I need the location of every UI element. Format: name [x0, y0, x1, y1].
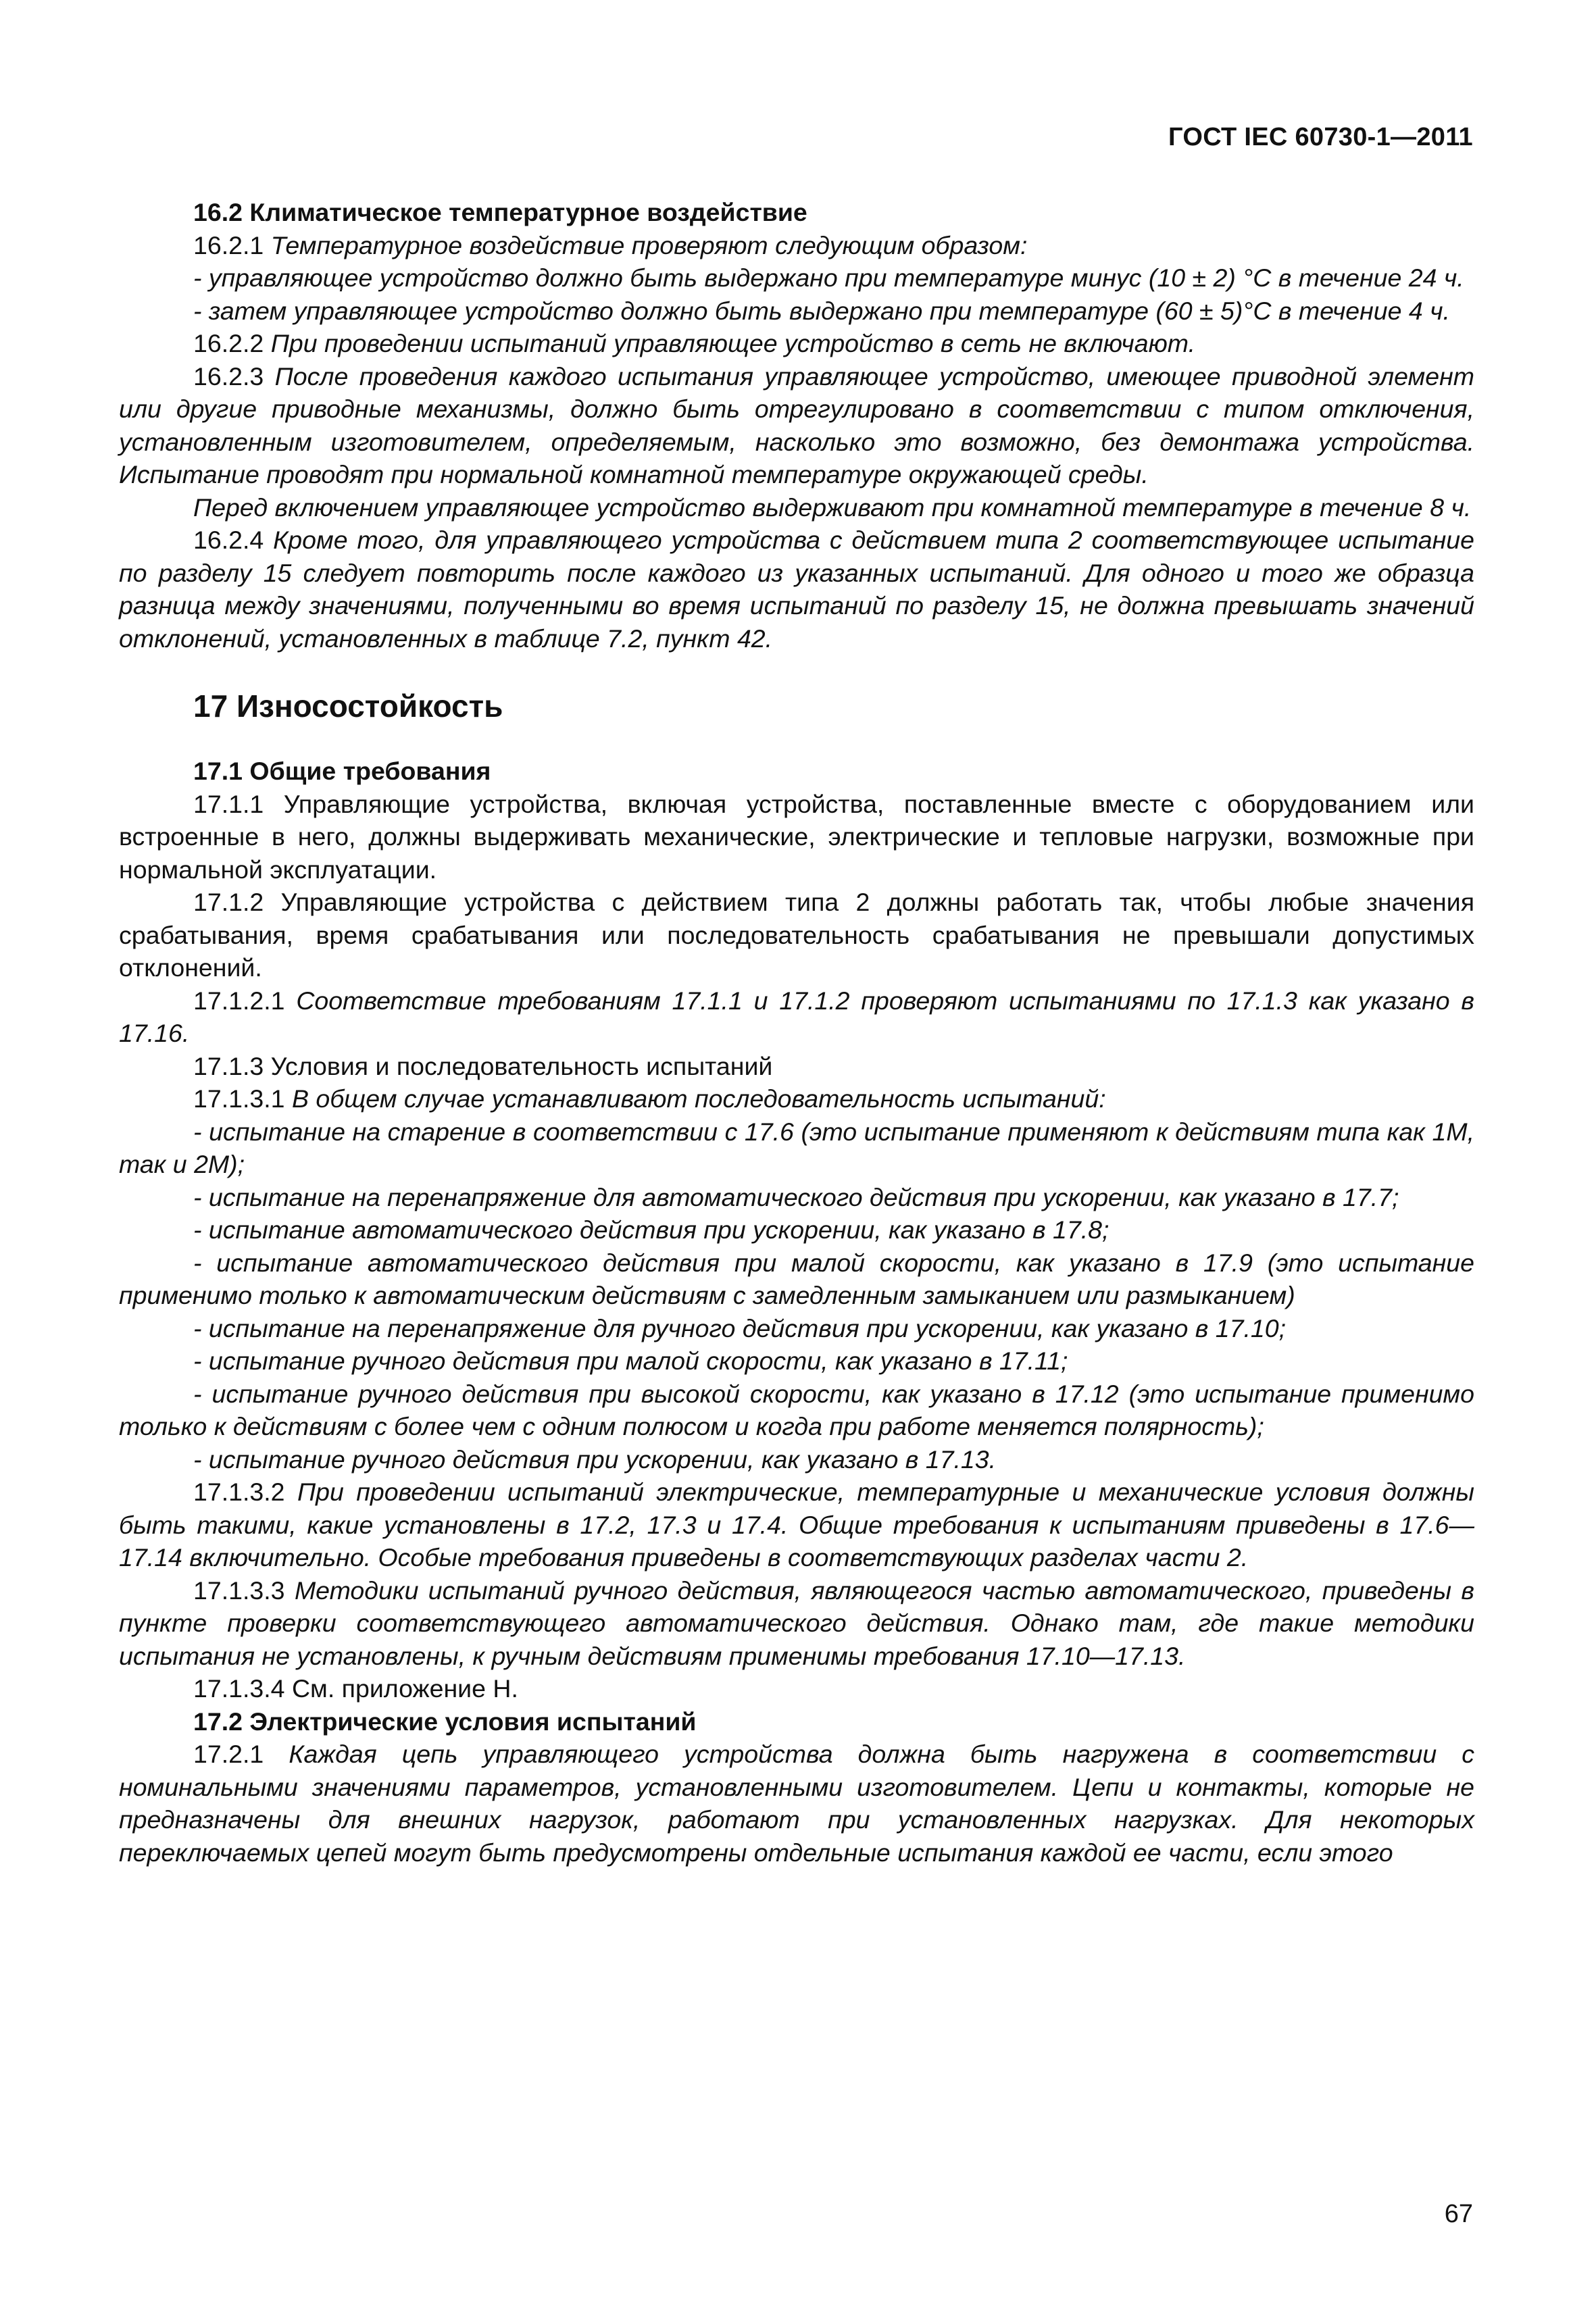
subsection-heading-17-1: 17.1 Общие требования	[193, 757, 491, 785]
clause-text: Температурное воздействие проверяют следующим образом:	[270, 230, 1028, 259]
list-item: - испытание ручного действия при ускорении, как указано в 17.13.	[193, 1444, 997, 1474]
paragraph-17-1-3-2	[119, 1476, 1474, 1574]
clause-number: 17.1.2.1	[193, 986, 285, 1015]
list-item: - испытание на старение в соответствии с 17.6 (это испытание применяют к действиям типа как 1М, так и 2М);	[119, 1117, 1474, 1178]
list-item: - управляющее устройство должно быть выдержано при температуре минус (10 ± 2) °С в течение 24 ч.	[193, 263, 1464, 292]
list-item: - затем управляющее устройство должно быть выдержано при температуре (60 ± 5)°С в течение 4 ч.	[193, 296, 1450, 325]
clause-text: Каждая цепь управляющего устройства должна быть нагружена в соответствии с номинальными значениями параметров, установленными изготовителем. Цепи и контакты, которые не предназначены для внешних нагрузок, работают при установленных нагрузках. Для некоторых переключаемых цепей могут быть предусмотрены отдельные испытания каждой ее части, если этого	[119, 1740, 1474, 1867]
clause-number: 16.2.2	[193, 329, 264, 357]
list-item: - испытание ручного действия при малой скорости, как указано в 17.11;	[193, 1347, 1068, 1375]
paragraph-17-1-3-3	[119, 1574, 1474, 1673]
clause-text: В общем случае устанавливают последовательность испытаний:	[291, 1084, 1106, 1113]
clause-number: 17.2.1	[193, 1740, 264, 1768]
clause-number: 17.1.3.3	[193, 1576, 285, 1605]
paragraph-16-2-2	[119, 327, 1474, 360]
paragraph-17-1-2-1	[119, 984, 1474, 1050]
subsection-heading-17-2: 17.2 Электрические условия испытаний	[193, 1707, 697, 1736]
section-heading-17: 17 Износостойкость	[193, 688, 503, 724]
clause-text: После проведения каждого испытания управляющее устройство, имеющее приводной элемент или другие приводные механизмы, должно быть отрегулировано в соответствии с типом отключения, установленным изготовителем, определяемым, насколько это возможно, без демонтажа устройства. Испытание проводят при нормальной комнатной температуре окружающей среды.	[119, 361, 1474, 488]
list-item: - испытание автоматического действия при ускорении, как указано в 17.8;	[193, 1215, 1109, 1244]
clause-text: Кроме того, для управляющего устройства с действием типа 2 соответствующее испытание по разделу 15 следует повторить после каждого из указанных испытаний. Для одного и того же образца разница между значениями, полученными во время испытаний по разделу 15, не должна превышать значений отклонений, установленных в таблице 7.2, пункт 42.	[119, 526, 1475, 653]
paragraph-16-2-4	[119, 524, 1474, 655]
paragraph-17-1-3: 17.1.3 Условия и последовательность испытаний	[193, 1051, 773, 1080]
paragraph-16-2-3	[119, 360, 1474, 491]
paragraph-16-2-3-note: Перед включением управляющее устройство выдерживают при комнатной температуре в течение 8 ч.	[193, 493, 1472, 522]
subsection-heading-16-2: 16.2 Климатическое температурное воздействие	[193, 198, 807, 226]
page-number: 67	[1444, 2200, 1473, 2228]
clause-text: Соответствие требованиям 17.1.1 и 17.1.2 проверяют испытаниями по 17.1.3 как указано в 17.16.	[119, 986, 1474, 1047]
document-id-header: ГОСТ IEC 60730-1—2011	[1168, 123, 1473, 151]
clause-number: 16.2.3	[193, 361, 264, 391]
clause-number: 16.2.1	[193, 230, 264, 259]
list-item: - испытание автоматического действия при малой скорости, как указано в 17.9 (это испытание применимо только к автоматическим действиям с замедленным замыканием или размыканием)	[119, 1248, 1474, 1309]
list-item: - испытание на перенапряжение для ручного действия при ускорении, как указано в 17.10;	[193, 1313, 1287, 1342]
paragraph-17-2-1	[119, 1738, 1474, 1869]
paragraph-17-1-3-4: 17.1.3.4 См. приложение Н.	[193, 1674, 518, 1703]
paragraph-17-1-2: 17.1.2 Управляющие устройства с действием типа 2 должны работать так, чтобы любые значения срабатывания, время срабатывания или последовательность срабатывания не превышали допустимых отклонений.	[119, 888, 1474, 982]
clause-number: 17.1.3.2	[193, 1478, 285, 1506]
body-text	[119, 196, 1474, 1869]
list-item: - испытание на перенапряжение для автоматического действия при ускорении, как указано в 17.7;	[193, 1182, 1399, 1211]
paragraph-16-2-1	[119, 229, 1474, 262]
paragraph-17-1-3-1	[119, 1082, 1474, 1115]
clause-number: 16.2.4	[193, 526, 264, 554]
list-item: - испытание ручного действия при высокой скорости, как указано в 17.12 (это испытание применимо только к действиям с более чем с одним полюсом и когда при работе меняется полярность);	[119, 1379, 1474, 1440]
clause-text: Методики испытаний ручного действия, являющегося частью автоматического, приведены в пункте проверки соответствующего автоматического действия. Однако там, где такие методики испытания не установлены, к ручным действиям применимы требования 17.10—17.13.	[119, 1576, 1475, 1670]
clause-number: 17.1.3.1	[193, 1084, 285, 1113]
paragraph-17-1-1: 17.1.1 Управляющие устройства, включая устройства, поставленные вместе с оборудованием или встроенные в него, должны выдерживать механические, электрические и тепловые нагрузки, возможные при нормальной эксплуатации.	[119, 789, 1474, 884]
clause-text: При проведении испытаний электрические, температурные и механические условия должны быть такими, какие установлены в 17.2, 17.3 и 17.4. Общие требования к испытаниям приведены в 17.6—17.14 включительно. Особые требования приведены в соответствующих разделах части 2.	[119, 1478, 1474, 1571]
clause-text: При проведении испытаний управляющее устройство в сеть не включают.	[270, 329, 1195, 357]
